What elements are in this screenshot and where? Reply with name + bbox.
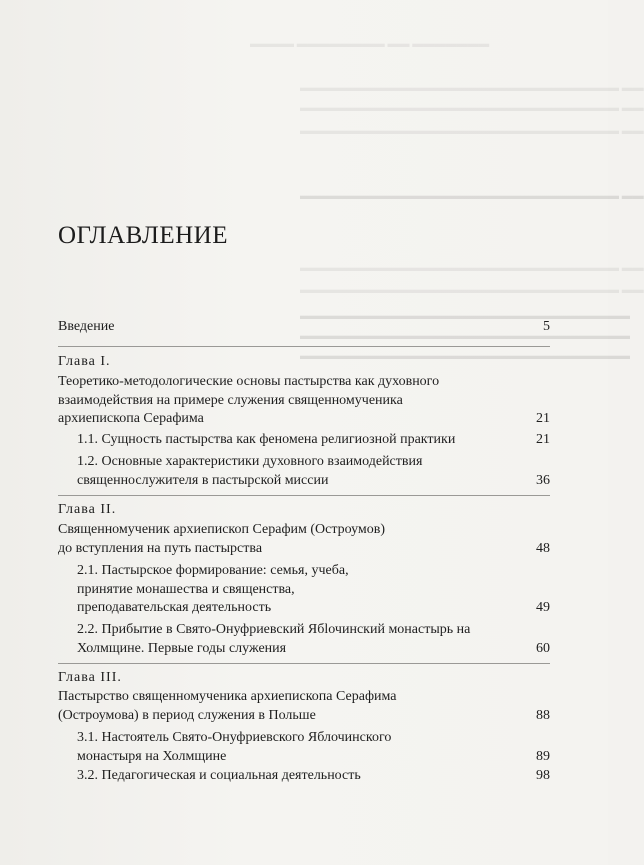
toc-entry-chapter-3[interactable] [58, 688, 550, 725]
toc-page-number: 60 [536, 640, 550, 656]
toc-entry-chapter-2[interactable] [58, 521, 550, 558]
toc-page-number: 48 [536, 540, 550, 556]
divider [58, 346, 550, 347]
toc-entry-section[interactable] [77, 453, 550, 490]
chapter-label: Глава I. [58, 354, 111, 369]
bleed-through-text: ▬▬▬▬▬▬▬▬▬▬▬▬▬▬▬▬▬▬▬▬▬▬▬▬▬▬▬▬▬▬ [300, 310, 630, 322]
bleed-through-text: ▬▬▬▬▬▬▬▬▬▬▬▬▬▬▬▬▬▬▬▬▬▬▬▬▬▬▬▬▬ ▬▬ [300, 190, 644, 202]
toc-page-number: 21 [536, 432, 550, 447]
toc-page-number: 49 [536, 600, 550, 616]
toc-entry-section[interactable] [77, 729, 550, 766]
page-title: ОГЛАВЛЕНИЕ [58, 222, 228, 249]
bleed-through-text: ▬▬▬▬▬▬▬▬▬▬▬▬▬▬▬▬▬▬▬▬▬▬▬▬▬▬▬▬▬ ▬▬ [300, 82, 644, 94]
toc-entry-section[interactable] [77, 431, 550, 450]
toc-entry-intro[interactable] [58, 318, 550, 337]
chapter-title: Пастырство священномученика архиепископа Серафима (Остроумова) в период служения в Польше [58, 689, 397, 723]
section-title: 2.2. Прибытие в Свято-Онуфриевский Ябlочинский монастырь на Холмщине. Первые годы служения [77, 622, 471, 656]
divider [58, 495, 550, 496]
toc-page-number: 36 [536, 472, 550, 488]
section-title: 2.1. Пастырское формирование: семья, учеба, принятие монашества и священства, преподавательская деятельность [77, 563, 349, 616]
bleed-through-text: ▬▬▬▬▬▬▬▬▬▬▬▬▬▬▬▬▬▬▬▬▬▬▬▬▬▬▬▬▬ ▬▬ [300, 102, 644, 114]
section-title: 3.2. Педагогическая и социальная деятельность [77, 768, 361, 783]
bleed-through-text: ▬▬▬▬▬▬▬▬▬▬▬▬▬▬▬▬▬▬▬▬▬▬▬▬▬▬▬▬▬ ▬▬ [300, 262, 644, 274]
bleed-through-text: ▬▬▬▬▬▬▬▬▬▬▬▬▬▬▬▬▬▬▬▬▬▬▬▬▬▬▬▬▬▬ [300, 350, 630, 362]
bleed-through-text: ▬▬▬▬▬▬▬▬▬▬▬▬▬▬▬▬▬▬▬▬▬▬▬▬▬▬▬▬▬▬ [300, 330, 630, 342]
toc-entry-section[interactable] [77, 621, 550, 658]
toc-entry-section[interactable] [77, 562, 550, 618]
toc-page-number: 89 [536, 748, 550, 764]
toc-entry-section[interactable] [77, 767, 550, 786]
bleed-through-text: ▬▬▬▬▬▬▬▬▬▬▬▬▬▬▬▬▬▬▬▬▬▬▬▬▬▬▬▬▬ ▬▬ [300, 125, 644, 137]
chapter-title: Священномученик архиепископ Серафим (Остроумов) до вступления на путь пастырства [58, 522, 386, 556]
section-title: 1.1. Сущность пастырства как феномена религиозной практики [77, 432, 456, 447]
bleed-through-text: ▬▬▬▬ ▬▬▬▬▬▬▬▬ ▬▬ ▬▬▬▬▬▬▬ [250, 38, 490, 50]
section-title: 3.1. Настоятель Свято-Онуфриевского Яблочинского монастыря на Холмщине [77, 730, 392, 764]
chapter-label: Глава III. [58, 670, 122, 685]
chapter-label: Глава II. [58, 502, 117, 517]
divider [58, 663, 550, 664]
chapter-title: Теоретико-методологические основы пастырства как духовного взаимодействия на примере служения священномученика архиепископа Серафима [58, 374, 440, 427]
toc-page-number: 21 [536, 411, 550, 427]
toc-entry-chapter-1[interactable] [58, 373, 550, 429]
toc-page-number: 98 [536, 768, 550, 783]
section-title: 1.2. Основные характеристики духовного взаимодействия священнослужителя в пастырской миссии [77, 454, 423, 488]
toc-page-number: 5 [543, 319, 550, 334]
toc-page-number: 88 [536, 707, 550, 723]
bleed-through-text: ▬▬▬▬▬▬▬▬▬▬▬▬▬▬▬▬▬▬▬▬▬▬▬▬▬▬▬▬▬ ▬▬ [300, 284, 644, 296]
toc-entry-label: Введение [58, 319, 115, 334]
